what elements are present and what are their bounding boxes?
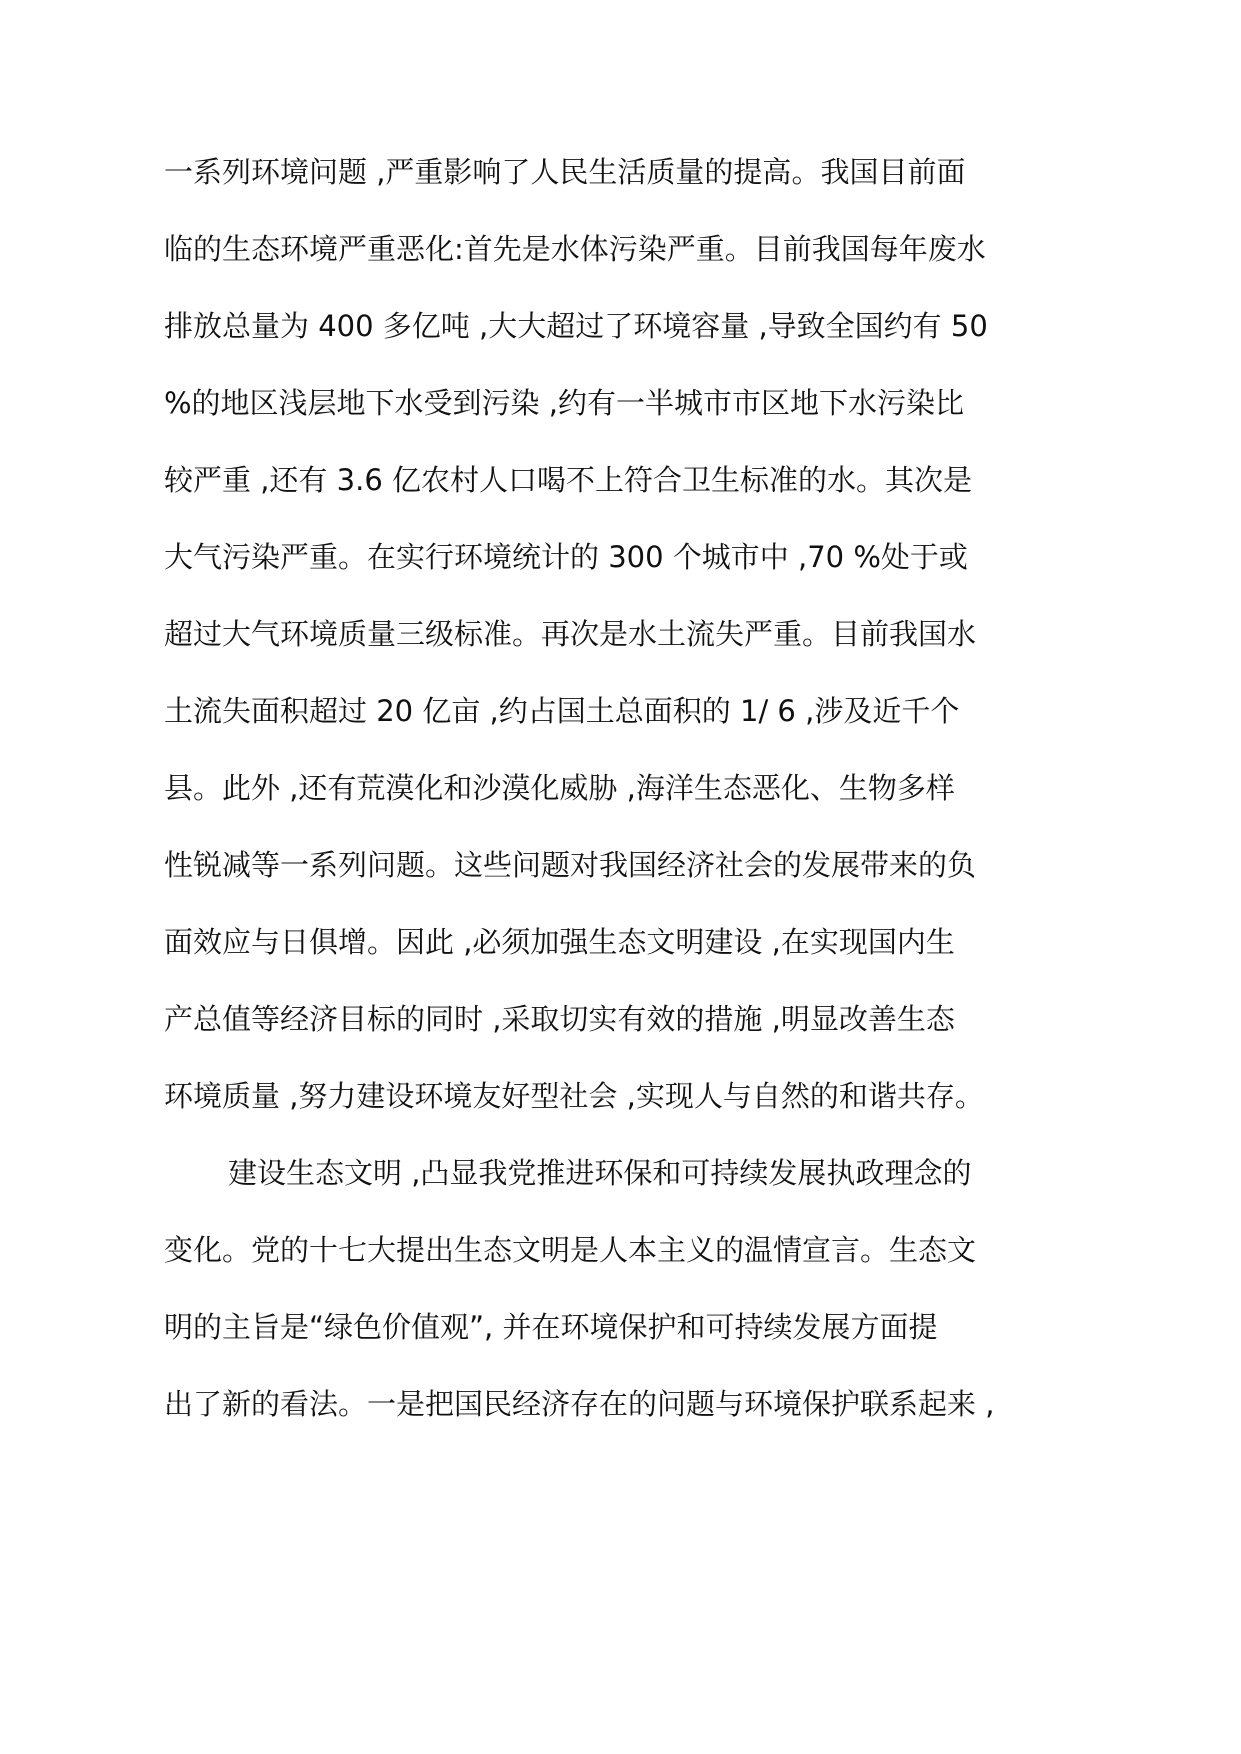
text-line: 大气污染严重。在实行环境统计的 300 个城市中 ,70 %处于或 (164, 540, 968, 574)
text-line: 明的主旨是“绿色价值观”, 并在环境保护和可持续发展方面提 (164, 1310, 938, 1344)
paragraph-first-line: 建设生态文明 ,凸显我党推进环保和可持续发展执政理念的 (228, 1156, 972, 1190)
text-line: 排放总量为 400 多亿吨 ,大大超过了环境容量 ,导致全国约有 50 (164, 309, 988, 343)
text-line: 产总值等经济目标的同时 ,采取切实有效的措施 ,明显改善生态 (164, 1002, 955, 1036)
text-line: 一系列环境问题 ,严重影响了人民生活质量的提高。我国目前面 (164, 155, 966, 189)
text-line: 土流失面积超过 20 亿亩 ,约占国土总面积的 1/ 6 ,涉及近千个 (164, 694, 960, 728)
text-line: 环境质量 ,努力建设环境友好型社会 ,实现人与自然的和谐共存。 (164, 1079, 984, 1113)
text-line: %的地区浅层地下水受到污染 ,约有一半城市市区地下水污染比 (164, 386, 964, 420)
text-line: 面效应与日俱增。因此 ,必须加强生态文明建设 ,在实现国内生 (164, 925, 955, 959)
text-line: 超过大气环境质量三级标准。再次是水土流失严重。目前我国水 (164, 617, 977, 651)
text-line: 性锐减等一系列问题。这些问题对我国经济社会的发展带来的负 (164, 848, 977, 882)
text-line: 出了新的看法。一是把国民经济存在的问题与环境保护联系起来 , (164, 1387, 995, 1421)
text-line: 较严重 ,还有 3.6 亿农村人口喝不上符合卫生标准的水。其次是 (164, 463, 972, 497)
text-line: 变化。党的十七大提出生态文明是人本主义的温情宣言。生态文 (164, 1233, 977, 1267)
text-line: 县。此外 ,还有荒漠化和沙漠化威胁 ,海洋生态恶化、生物多样 (164, 771, 955, 805)
text-line: 临的生态环境严重恶化:首先是水体污染严重。目前我国每年废水 (164, 232, 986, 266)
